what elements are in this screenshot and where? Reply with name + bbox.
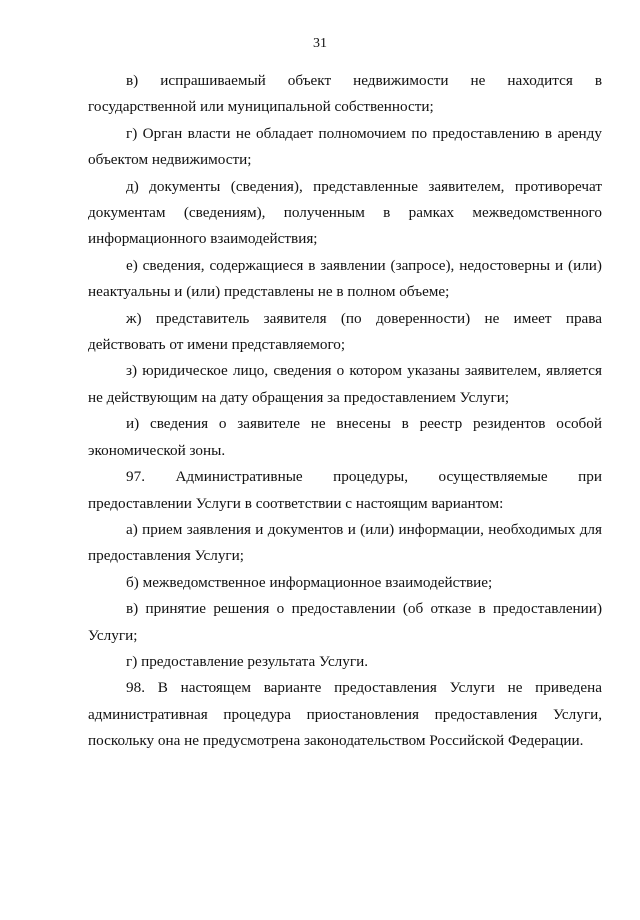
paragraph-b-interagency-interaction: б) межведомственное информационное взаимодействие; bbox=[126, 573, 493, 591]
page-number: 31 bbox=[313, 36, 327, 51]
paragraph-d-documents-contradict: д) документы (сведения), представленные заявителем, противоречат документам (сведениям), полученным в рамках межведомственного информационного взаимодействия; bbox=[88, 177, 602, 248]
paragraph-zh-representative-no-rights: ж) представитель заявителя (по доверенности) не имеет права действовать от имени представляемого; bbox=[88, 309, 602, 354]
document-body bbox=[88, 68, 602, 755]
paragraph-g-no-authority: г) Орган власти не обладает полномочием по предоставлению в аренду объектом недвижимости; bbox=[88, 124, 602, 169]
paragraph-97-procedures: 97. Административные процедуры, осуществляемые при предоставлении Услуги в соответствии с настоящим вариантом: bbox=[88, 468, 602, 512]
paragraph-v-not-state-property: в) испрашиваемый объект недвижимости не находится в государственной или муниципальной собственности; bbox=[88, 72, 602, 116]
paragraph-e-inaccurate-info: е) сведения, содержащиеся в заявлении (запросе), недостоверны и (или) неактуальны и (или) представлены не в полном объеме; bbox=[88, 256, 602, 301]
paragraph-98-no-suspension: 98. В настоящем варианте предоставления Услуги не приведена административная процедура приостановления предоставления Услуги, поскольку она не предусмотрена законодательством Российской Федерации. bbox=[88, 679, 602, 750]
paragraph-g-result: г) предоставление результата Услуги. bbox=[126, 652, 369, 670]
paragraph-z-legal-entity-inactive: з) юридическое лицо, сведения о котором указаны заявителем, является не действующим на дату обращения за предоставлением Услуги; bbox=[88, 362, 602, 406]
paragraph-v-decision: в) принятие решения о предоставлении (об отказе в предоставлении) Услуги; bbox=[88, 600, 602, 644]
paragraph-i-not-in-register: и) сведения о заявителе не внесены в реестр резидентов особой экономической зоны. bbox=[88, 415, 602, 459]
paragraph-a-receiving-application: а) прием заявления и документов и (или) информации, необходимых для предоставления Услуги; bbox=[88, 520, 602, 565]
